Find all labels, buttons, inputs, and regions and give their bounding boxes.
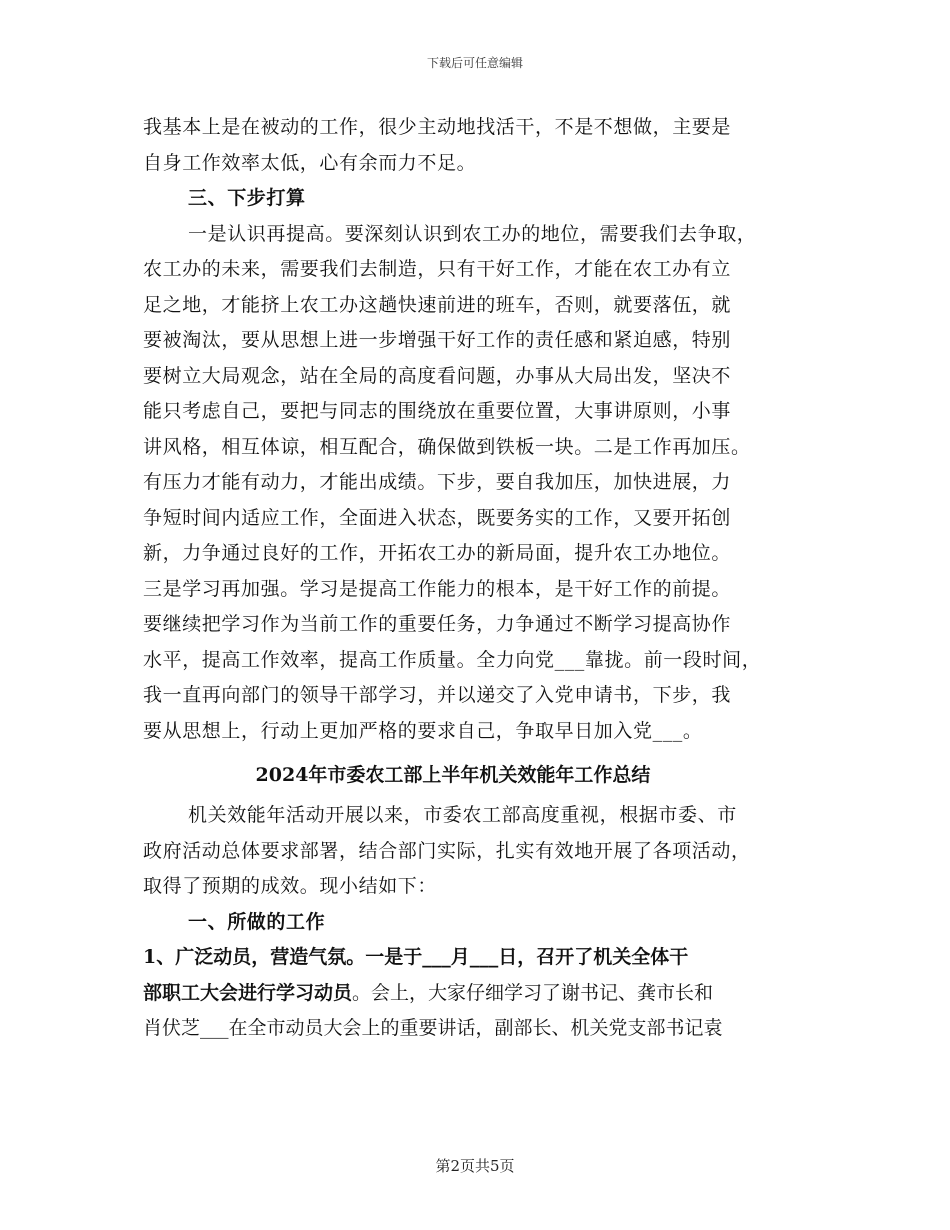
- header-note: 下载后可任意编辑: [426, 56, 523, 70]
- section-heading: 一、所做的工作: [188, 910, 326, 933]
- text-line: 我一直再向部门的领导干部学习，并以递交了入党申请书，下步，我: [143, 684, 732, 706]
- item-lead: 1、广泛动员，营造气氛。一是于___月___日，召开了机关全体干: [143, 946, 689, 968]
- text-line: 水平，提高工作效率，提高工作质量。全力向党___靠拢。前一段时间，: [143, 648, 762, 671]
- item-lead: 部职工大会进行学习动员: [143, 981, 353, 1004]
- text-line: 能只考虑自己，要把与同志的围绕放在重要位置，大事讲原则，小事: [143, 400, 732, 422]
- text-line: 自身工作效率太低，心有余而力不足。: [143, 151, 477, 174]
- section-heading: 三、下步打算: [188, 187, 306, 209]
- text-line: 讲风格，相互体谅，相互配合，确保做到铁板一块。二是工作再加压。: [143, 435, 751, 458]
- text-line: 争短时间内适应工作，全面进入状态，既要务实的工作，又要开拓创: [143, 506, 732, 529]
- text-line: 有压力才能有动力，才能出成绩。下步，要自我加压，加快进展，力: [143, 471, 732, 493]
- text-line: 要继续把学习作为当前工作的重要任务，力争通过不断学习提高协作: [143, 613, 732, 635]
- text-line: [143, 976, 823, 1012]
- text-line: 三是学习再加强。学习是提高工作能力的根本，是干好工作的前提。: [143, 577, 732, 600]
- text-line: 我基本上是在被动的工作，很少主动地找活干，不是不想做，主要是: [143, 116, 732, 138]
- page-number: 第2页共5页: [435, 1157, 515, 1175]
- text-line: 新，力争通过良好的工作，开拓农工办的新局面，提升农工办地位。: [143, 542, 732, 564]
- document-body: [143, 110, 823, 1047]
- text-line: 机关效能年活动开展以来，市委农工部高度重视，根据市委、市: [188, 804, 737, 826]
- text-line: 农工办的未来，需要我们去制造，只有干好工作，才能在农工办有立: [143, 258, 732, 280]
- text-line: 肖伏芝___在全市动员大会上的重要讲话，副部长、机关党支部书记袁: [143, 1017, 723, 1039]
- text-line: 取得了预期的成效。现小结如下：: [143, 875, 438, 897]
- article-title: 2024年市委农工部上半年机关效能年工作总结: [255, 764, 651, 786]
- text-line: 政府活动总体要求部署，结合部门实际，扎实有效地开展了各项活动，: [143, 839, 751, 862]
- text-line: 要树立大局观念，站在全局的高度看问题，办事从大局出发，坚决不: [143, 364, 732, 387]
- text-line: 要被淘汰，要从思想上进一步增强干好工作的责任感和紧迫感，特别: [143, 329, 732, 351]
- text-line: 要从思想上，行动上更加严格的要求自己，争取早日加入党___。: [143, 719, 703, 742]
- text-line: [143, 940, 823, 976]
- text-line: 足之地，才能挤上农工办这趟快速前进的班车，否则，就要落伍，就: [143, 293, 732, 316]
- item-text: 。会上，大家仔细学习了谢书记、龚市长和: [352, 981, 714, 1004]
- text-line: 一是认识再提高。要深刻认识到农工办的地位，需要我们去争取，: [188, 222, 757, 245]
